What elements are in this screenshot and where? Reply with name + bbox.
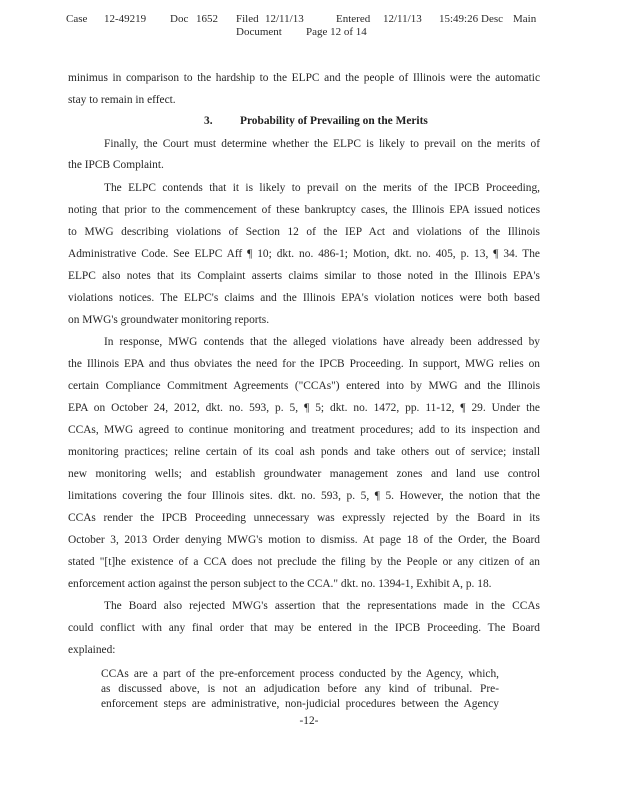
body-line: In response, MWG contends that the alleged violations have already been addressed by <box>104 336 540 348</box>
page-number: -12- <box>299 715 319 727</box>
body-line: violations notices. The ELPC's claims and the Illinois EPA's violation notices were both based <box>68 292 540 304</box>
case-number: 12-49219 <box>104 13 147 25</box>
block-quote-line: CCAs are a part of the pre-enforcement process conducted by the Agency, which, <box>101 668 499 680</box>
desc-label: Desc <box>481 13 503 25</box>
filed-date: 12/11/13 <box>265 13 304 25</box>
body-line: new monitoring wells; and establish groundwater management zones and land use control <box>68 468 540 480</box>
filed-label: Filed <box>236 13 259 25</box>
body-line: CCAs, MWG agreed to continue monitoring and treatment procedures; add to its inspection and <box>68 424 540 436</box>
case-label: Case <box>66 13 88 25</box>
block-quote-line: as discussed above, is not an adjudication before any kind of tribunal. Pre- <box>101 683 499 695</box>
body-line: monitoring practices; reline certain of its coal ash ponds and take others out of service; install <box>68 446 540 458</box>
body-line: October 3, 2013 Order denying MWG's motion to dismiss. At page 18 of the Order, the Board <box>68 534 540 546</box>
body-line: could conflict with any final order that may be entered in the IPCB Proceeding. The Board <box>68 622 540 634</box>
entered-label: Entered <box>336 13 371 25</box>
body-line: The ELPC contends that it is likely to prevail on the merits of the IPCB Proceeding, <box>104 182 540 194</box>
doc-label: Doc <box>170 13 189 25</box>
block-quote-line: enforcement steps are administrative, non-judicial procedures between the Agency <box>101 698 499 710</box>
section-title: Probability of Prevailing on the Merits <box>240 115 428 127</box>
doc-number: 1652 <box>196 13 218 25</box>
entered-time: 15:49:26 <box>439 13 479 25</box>
body-line: the IPCB Complaint. <box>68 159 164 171</box>
body-line: stated "[t]he existence of a CCA does not preclude the filing by the People or any citizen of an <box>68 556 540 568</box>
body-line: Administrative Code. See ELPC Aff ¶ 10; dkt. no. 486-1; Motion, dkt. no. 405, p. 13, ¶ 34. The <box>68 248 540 260</box>
body-line: limitations covering the four Illinois sites. dkt. no. 593, p. 5, ¶ 5. However, the notion that the <box>68 490 540 502</box>
body-line: minimus in comparison to the hardship to the ELPC and the people of Illinois were the automatic <box>68 72 540 84</box>
main-label: Main <box>513 13 537 25</box>
body-line: EPA on October 24, 2012, dkt. no. 593, p. 5, ¶ 5; dkt. no. 1472, pp. 11-12, ¶ 29. Under the <box>68 402 540 414</box>
body-line: the Illinois EPA and thus obviates the need for the IPCB Proceeding. In support, MWG relies on <box>68 358 540 370</box>
section-number: 3. <box>204 115 213 127</box>
entered-date: 12/11/13 <box>383 13 422 25</box>
body-line: CCAs render the IPCB Proceeding unnecessary was expressly rejected by the Board in its <box>68 512 540 524</box>
body-line: Finally, the Court must determine whether the ELPC is likely to prevail on the merits of <box>104 138 540 150</box>
body-line: explained: <box>68 644 116 656</box>
document-label: Document <box>236 26 282 38</box>
body-line: enforcement action against the person subject to the CCA." dkt. no. 1394-1, Exhibit A, p. 18. <box>68 578 492 590</box>
body-line: noting that prior to the commencement of these bankruptcy cases, the Illinois EPA issued notices <box>68 204 540 216</box>
body-line: ELPC also notes that its Complaint asserts claims similar to those noted in the Illinois EPA's <box>68 270 540 282</box>
page-info: Page 12 of 14 <box>306 26 367 38</box>
body-line: stay to remain in effect. <box>68 94 176 106</box>
body-line: to MWG describing violations of Section 12 of the IEP Act and violations of the Illinois <box>68 226 540 238</box>
body-line: on MWG's groundwater monitoring reports. <box>68 314 270 326</box>
body-line: certain Compliance Commitment Agreements ("CCAs") entered into by MWG and the Illinois <box>68 380 540 392</box>
body-line: The Board also rejected MWG's assertion that the representations made in the CCAs <box>104 600 540 612</box>
